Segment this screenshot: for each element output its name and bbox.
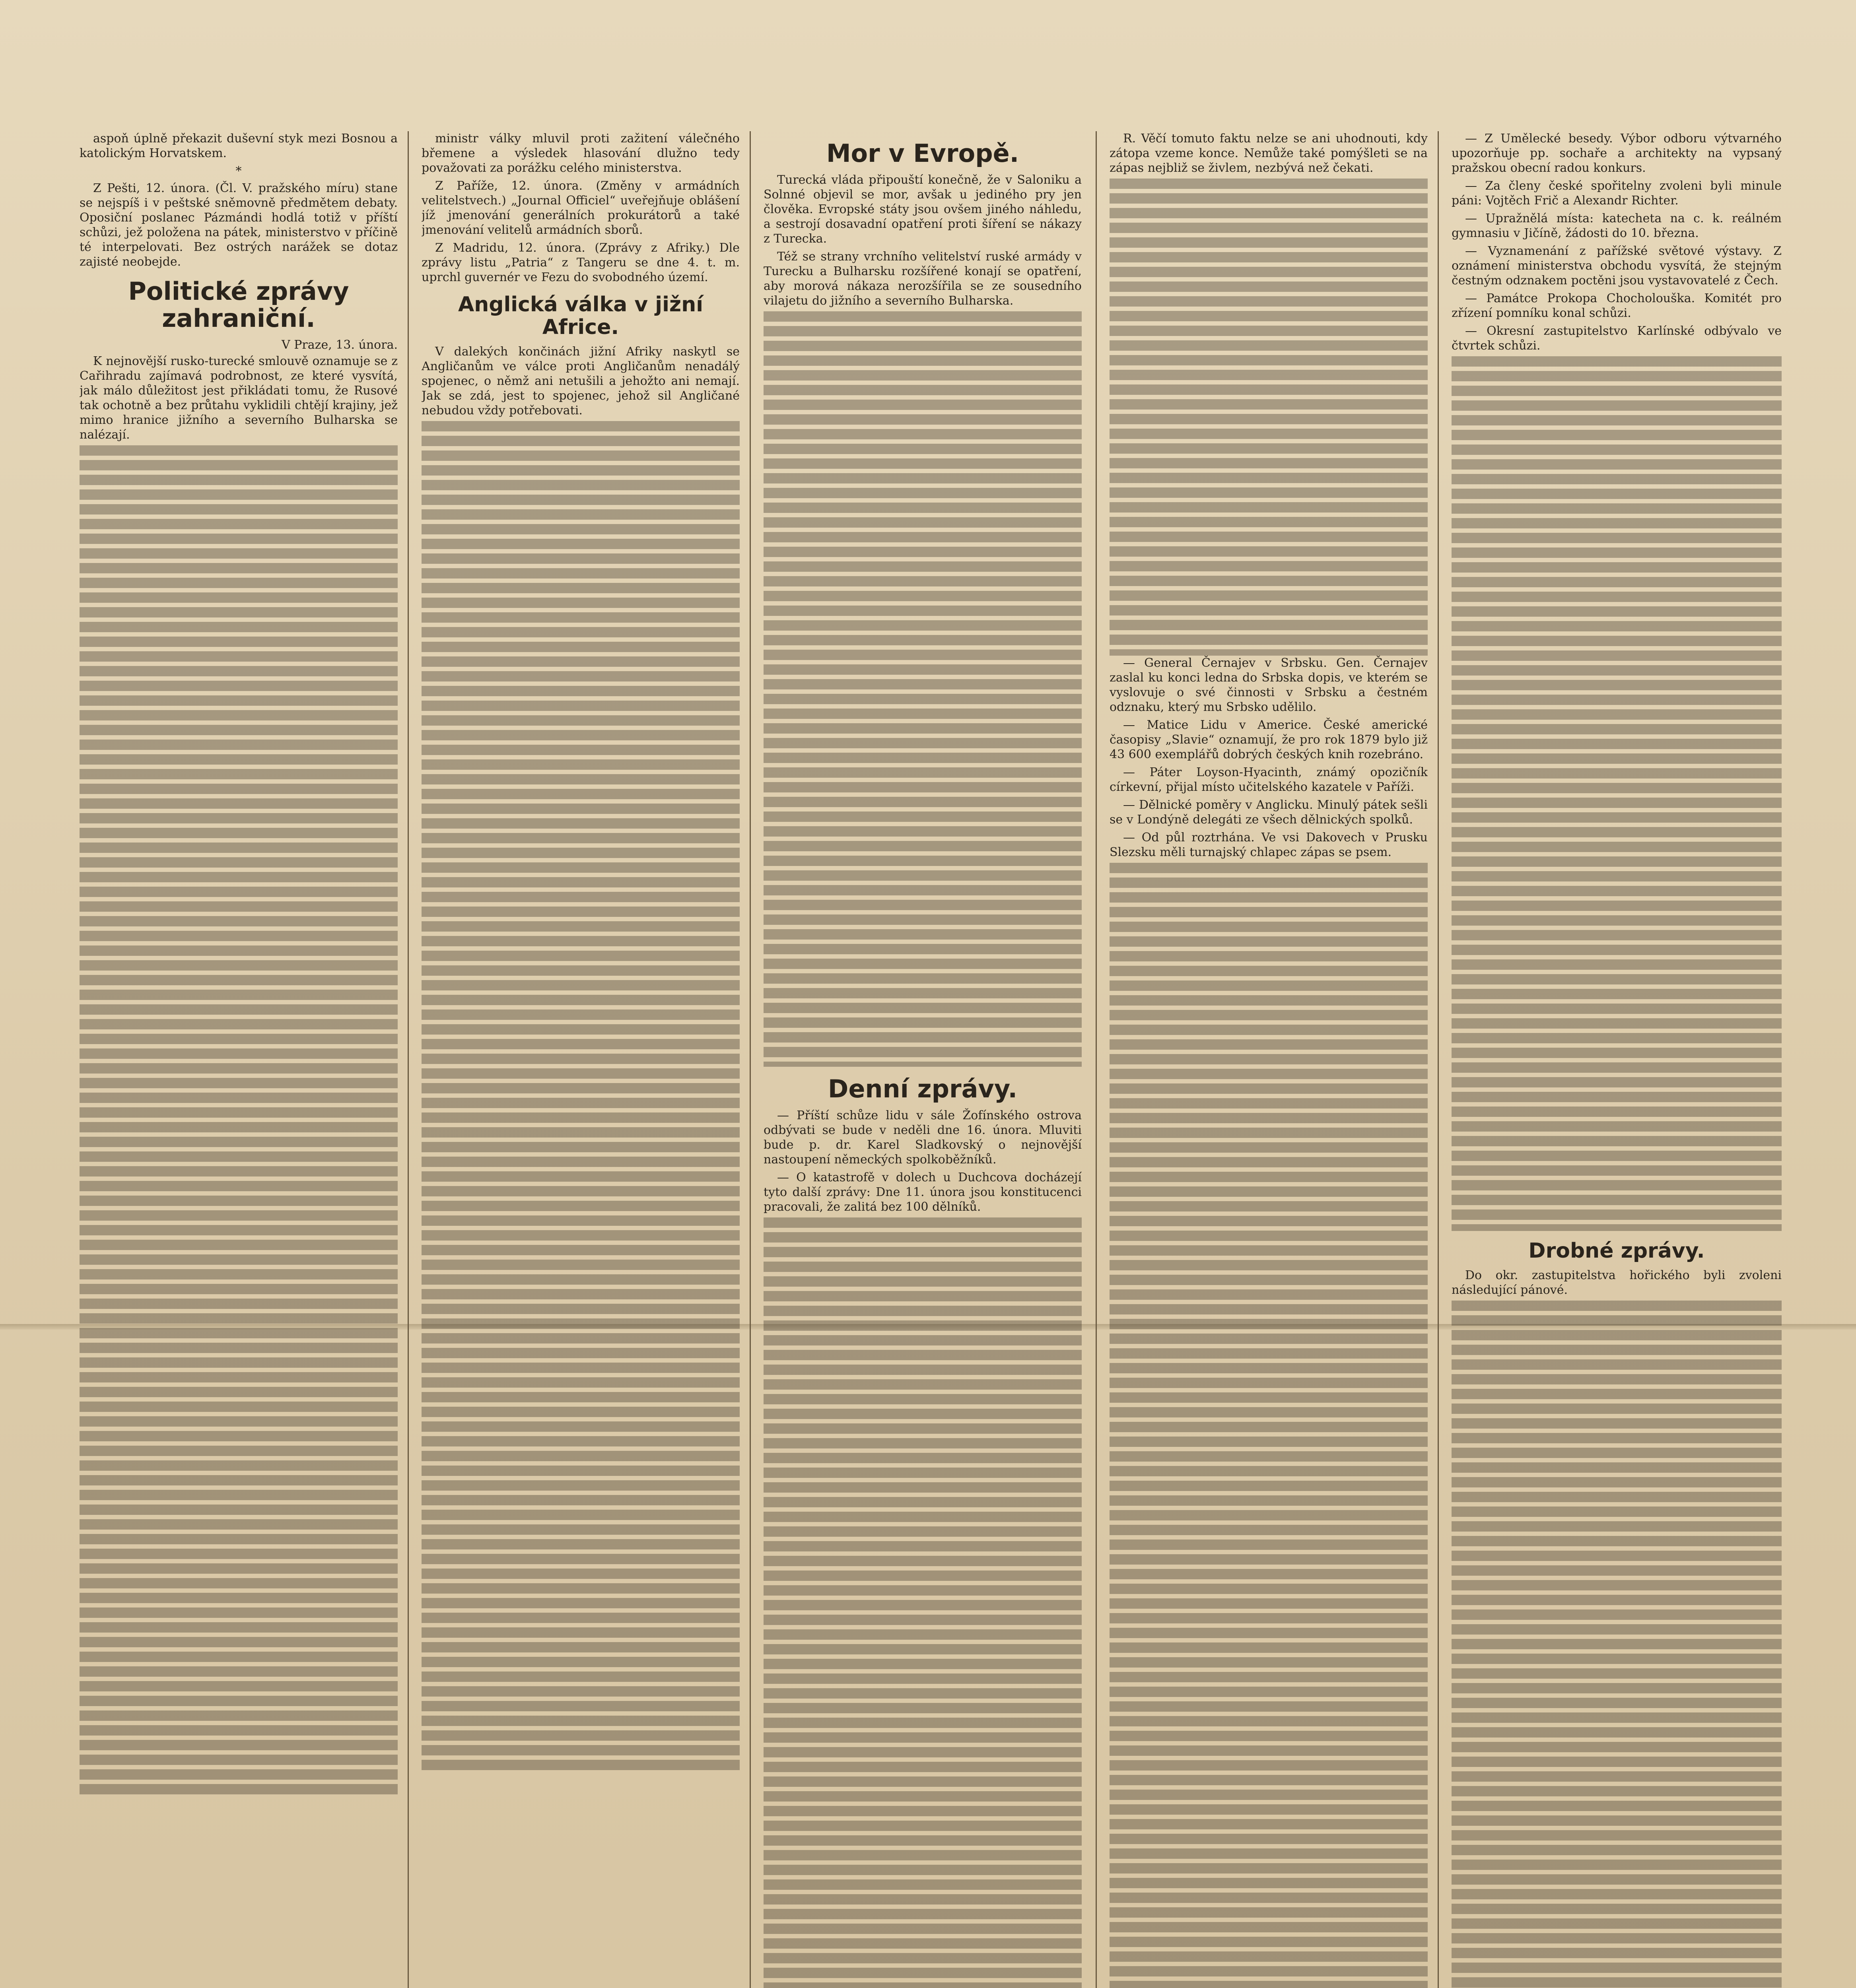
paragraph: — Za členy české spořitelny zvoleni byli minule páni: Vojtěch Frič a Alexandr Richter. <box>1452 179 1782 208</box>
section-heading: Drobné zprávy. <box>1528 1239 1705 1263</box>
paragraph: Turecká vláda připouští konečně, že v Saloniku a Solnné objevil se mor, avšak u jediného pry jen člověka. Evropské státy jsou ovšem jiného náhledu, a sestrojí dosavadní opatření proti šíření se nákazy z Turecka. <box>764 173 1082 246</box>
dateline: V Praze, 13. února. <box>282 338 398 352</box>
paragraph: V dalekých končinách jižní Afriky naskytl se Angličanům ve válce proti Angličanům nenadálý spojenec, o němž ani netušili a jehožto ani nemají. Jak se zdá, jest to spojenec, jehož sil Angličané nebudou vždy potřebovati. <box>422 345 740 418</box>
column-rule <box>1438 131 1439 1988</box>
paragraph: Z Pešti, 12. února. (Čl. V. pražského míru) stane se nejspíš i v peštské sněmovně předmětem debaty. Oposiční poslanec Pázmándi hodlá totiž v příští schůzi, jež položena na pátek, ministerstvo v příčině té interpelovati. Bez ostrých narážek se dotaz zajisté neobejde. <box>80 181 398 269</box>
paragraph: — Památce Prokopa Chocholouška. Komitét pro zřízení pomníku konal schůzi. <box>1452 291 1782 320</box>
paragraph: — Z Umělecké besedy. Výbor odboru výtvarného upozorňuje pp. sochaře a architekty na vypsaný pražskou obecní radou konkurs. <box>1452 132 1782 175</box>
paragraph: Z Paříže, 12. února. (Změny v armádních velitelstvech.) „Journal Officiel“ uveřejňuje oblášení jíž jmenování generálních prokurátorů a také jmenování velitelů armádních sborů. <box>422 179 740 237</box>
paragraph: — Dělnické poměry v Anglicku. Minulý pátek sešli se v Londýně delegáti ze všech dělnických spolků. <box>1110 798 1428 827</box>
body-text-block <box>1110 863 1428 1988</box>
body-text-block <box>422 421 740 1773</box>
paragraph: ministr války mluvil proti zažitení válečného břemene a výsledek hlasování dlužno tedy považovati za porážku celého ministerstva. <box>422 132 740 175</box>
paragraph: — O katastrofě v dolech u Duchcova docházejí tyto další zprávy: Dne 11. února jsou konstitucenci pracovali, že zalitá bez 100 dělníků. <box>764 1171 1082 1214</box>
paragraph: aspoň úplně překazit duševní styk mezi Bosnou a katolickým Horvatskem. <box>80 132 398 160</box>
paragraph: Do okr. zastupitelstva hořického byli zvoleni následující pánové. <box>1452 1268 1782 1297</box>
column-3 <box>764 131 1082 1988</box>
column-rule <box>1096 131 1097 1988</box>
body-text-block <box>1452 1301 1782 1988</box>
section-heading: Mor v Evropě. <box>826 139 1019 168</box>
paragraph: — Páter Loyson-Hyacinth, známý opozičník církevní, přijal místo učitelského kazatele v Paříži. <box>1110 765 1428 794</box>
paragraph: — Okresní zastupitelstvo Karlínské odbývalo ve čtvrtek schůzi. <box>1452 324 1782 353</box>
paragraph: Z Madridu, 12. února. (Zprávy z Afriky.) Dle zprávy listu „Patria“ z Tangeru se dne 4. t. m. uprchl guvernér ve Fezu do svobodného území. <box>422 241 740 284</box>
paragraph: — Vyznamenání z pařížské světové výstavy. Z oznámení ministerstva obchodu vysvítá, že stejným čestným odznakem poctěni jsou vystavovatelé z Čech. <box>1452 244 1782 287</box>
body-text-block <box>80 445 398 1797</box>
body-text-block <box>764 1217 1082 1988</box>
section-star: * <box>235 164 242 178</box>
paragraph: R. Věčí tomuto faktu nelze se ani uhodnouti, kdy zátopa vzeme konce. Nemůže také pomýšleti se na zápas nejbliž se živlem, nezbývá než čekati. <box>1110 132 1428 175</box>
paragraph: — General Černajev v Srbsku. Gen. Černajev zaslal ku konci ledna do Srbska dopis, ve kterém se vyslovuje o své činnosti v Srbsku a čestném odznaku, který mu Srbsko udělilo. <box>1110 656 1428 714</box>
body-text-block <box>1452 356 1782 1231</box>
paragraph: Též se strany vrchního velitelství ruské armády v Turecku a Bulharsku rozšířené konají se opatření, aby morová nákaza nerozšířila se ze sousedního vilajetu do jižního a severního Bulharska. <box>764 250 1082 308</box>
section-heading: Denní zprávy. <box>828 1074 1018 1104</box>
section-heading: Politické zprávy zahraniční. <box>128 277 349 333</box>
column-4 <box>1110 131 1428 1988</box>
column-rule <box>750 131 751 1988</box>
paragraph: — Od půl roztrhána. Ve vsi Dakovech v Prusku Slezsku měli turnajský chlapec zápas se psem. <box>1110 831 1428 859</box>
column-1 <box>80 131 398 1988</box>
paragraph: — Upražnělá místa: katecheta na c. k. reálném gymnasiu v Jičíně, žádosti do 10. března. <box>1452 212 1782 240</box>
column-rule <box>408 131 409 1988</box>
column-2 <box>422 131 740 1988</box>
section-heading: Anglická válka v jižní Africe. <box>458 293 704 340</box>
column-5 <box>1452 131 1782 1988</box>
body-text-block <box>1110 179 1428 656</box>
paragraph: — Příští schůze lidu v sále Žofínského ostrova odbývati se bude v neděli dne 16. února. Mluviti bude p. dr. Karel Sladkovský o nejnovější nastoupení německých spolkoběžníků. <box>764 1109 1082 1167</box>
paragraph: — Matice Lidu v Americe. České americké časopisy „Slavie“ oznamují, že pro rok 1879 bylo již 43 600 exemplářů dobrých českých knih rozebráno. <box>1110 718 1428 761</box>
paragraph: K nejnovější rusko-turecké smlouvě oznamuje se z Cařihradu zajímavá podrobnost, ze které vysvítá, jak málo důležitost jest přikládati tomu, že Rusové tak ochotně a bez průtahu vyklidili chtějí krajiny, jež mimo hranice jižního a severního Bulharska se nalézají. <box>80 354 398 442</box>
body-text-block <box>764 311 1082 1067</box>
